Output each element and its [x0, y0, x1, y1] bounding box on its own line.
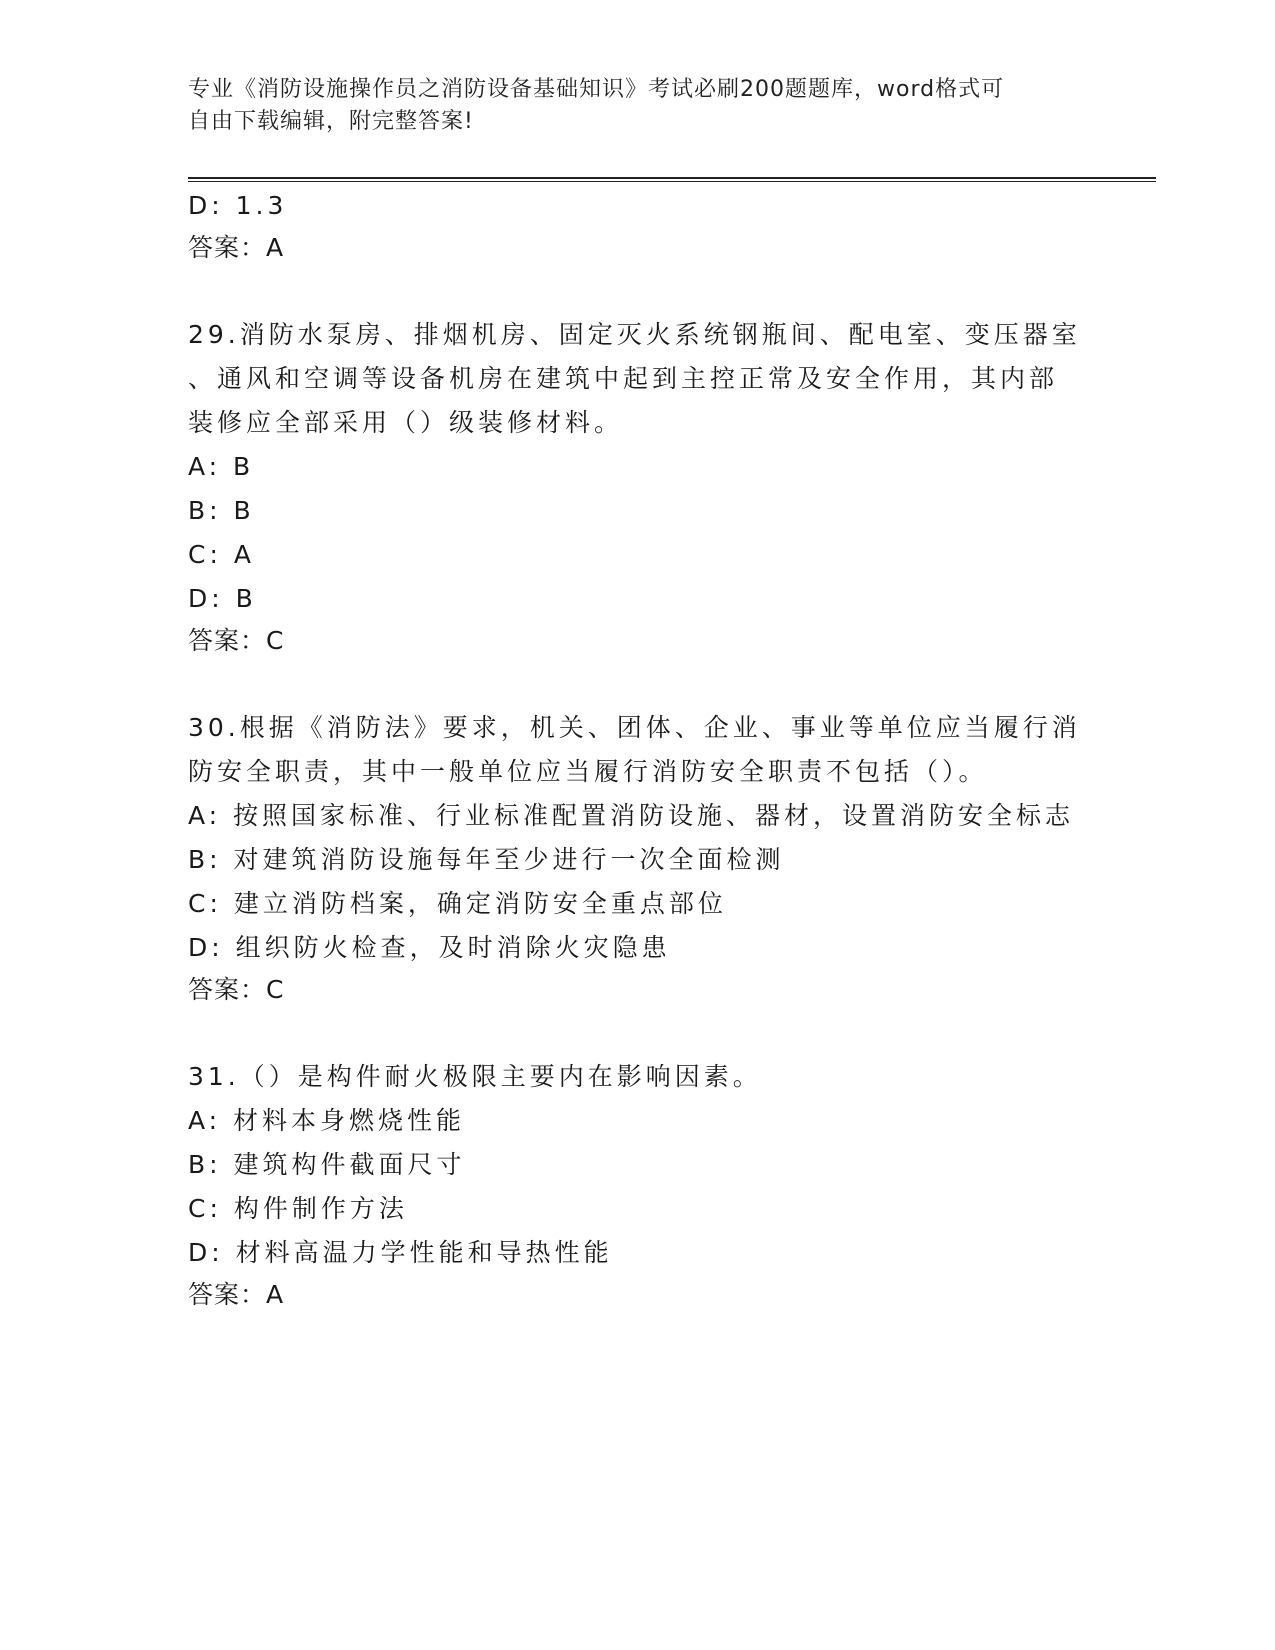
q30-option-d: D: 组织防火检查，及时消除火灾隐患 — [188, 933, 671, 962]
q30-option-c: C: 建立消防档案，确定消防安全重点部位 — [188, 889, 727, 918]
q29-stem-line-2: 、通风和空调等设备机房在建筑中起到主控正常及安全作用，其内部 — [188, 364, 1059, 393]
q29-stem-line-3: 装修应全部采用（）级装修材料。 — [188, 408, 624, 437]
q30-stem-line-2: 防安全职责，其中一般单位应当履行消防安全职责不包括（）。 — [188, 757, 988, 786]
q30-answer: 答案：C — [188, 975, 285, 1004]
prev-option-d: D: 1.3 — [188, 191, 288, 220]
q29-option-b: B: B — [188, 496, 255, 525]
header-rule — [188, 177, 1156, 179]
q30-stem-line-1: 30.根据《消防法》要求，机关、团体、企业、事业等单位应当履行消 — [188, 713, 1081, 742]
q29-option-c: C: A — [188, 540, 255, 569]
prev-answer: 答案：A — [188, 233, 285, 262]
document-header — [188, 74, 1088, 138]
q29-stem-line-1: 29.消防水泵房、排烟机房、固定灭火系统钢瓶间、配电室、变压器室 — [188, 320, 1081, 349]
q31-option-d: D: 材料高温力学性能和导热性能 — [188, 1238, 613, 1267]
q31-answer: 答案：A — [188, 1280, 285, 1309]
q31-option-c: C: 构件制作方法 — [188, 1194, 408, 1223]
q29-option-a: A: B — [188, 452, 255, 481]
header-rule-thin — [188, 181, 1156, 182]
header-line-1: 专业《消防设施操作员之消防设备基础知识》考试必刷200题题库，word格式可 — [188, 77, 1005, 102]
q31-option-b: B: 建筑构件截面尺寸 — [188, 1150, 466, 1179]
q31-option-a: A: 材料本身燃烧性能 — [188, 1106, 466, 1135]
header-line-2: 自由下载编辑，附完整答案! — [188, 109, 474, 134]
q30-option-a: A: 按照国家标准、行业标准配置消防设施、器材，设置消防安全标志 — [188, 801, 1075, 830]
q30-option-b: B: 对建筑消防设施每年至少进行一次全面检测 — [188, 845, 785, 874]
q31-stem-line-1: 31.（）是构件耐火极限主要内在影响因素。 — [188, 1062, 762, 1091]
q29-answer: 答案：C — [188, 626, 285, 655]
q29-option-d: D: B — [188, 584, 257, 613]
